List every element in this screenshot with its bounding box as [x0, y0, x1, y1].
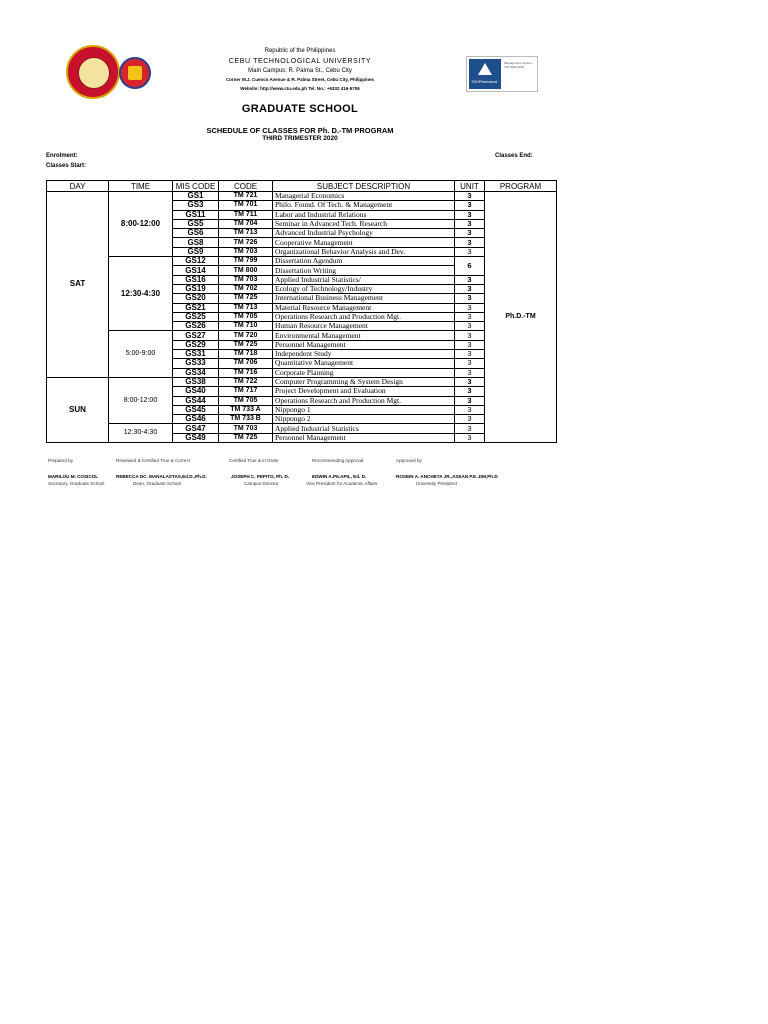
description-cell: Seminar in Advanced Tech. Research [273, 219, 455, 228]
code-cell: TM 720 [219, 331, 273, 340]
unit-cell: 3 [455, 294, 485, 303]
unit-cell: 3 [455, 284, 485, 293]
enrolment-label: Enrolment: [46, 153, 78, 159]
unit-cell: 3 [455, 331, 485, 340]
code-cell: TM 733 B [219, 415, 273, 424]
code-cell: TM 799 [219, 257, 273, 266]
column-header: DAY [47, 181, 109, 192]
time-cell: 5:00-9:00 [109, 331, 173, 377]
mis-code-cell: GS33 [173, 359, 219, 368]
mis-code-cell: GS25 [173, 312, 219, 321]
column-header: SUBJECT DESCRIPTION [273, 181, 455, 192]
code-cell: TM 725 [219, 294, 273, 303]
mis-code-cell: GS47 [173, 424, 219, 433]
classes-start-label: Classes Start: [46, 163, 87, 169]
description-cell: Advanced Industrial Psychology [273, 229, 455, 238]
address-line: Corner M.J. Cuenco Avenue & R. Palma Street, Cebu City, Philippines [225, 77, 375, 82]
description-cell: Managerial Economics [273, 192, 455, 201]
mis-code-cell: GS11 [173, 210, 219, 219]
description-cell: International Business Management [273, 294, 455, 303]
table-row [47, 331, 557, 340]
code-cell: TM 725 [219, 340, 273, 349]
time-cell: 8:00-12:00 [109, 377, 173, 423]
mis-code-cell: GS16 [173, 275, 219, 284]
description-cell: Organizational Behavior Analysis and Dev. [273, 247, 455, 256]
signatory-name: ROSEIN A. ANCHETA JR.,ASEAN P.E.,DM,Ph.D [396, 474, 498, 479]
signatory-name: REBECCA DC. MANALASTAS,Ed.D.,Ph.D. [116, 474, 207, 479]
signatory-title: Dean, Graduate School [133, 481, 182, 486]
table-row [47, 377, 557, 386]
unit-cell: 6 [455, 257, 485, 276]
mis-code-cell: GS3 [173, 201, 219, 210]
description-cell: Dissertation Agendum [273, 257, 455, 266]
code-cell: TM 722 [219, 377, 273, 386]
mis-code-cell: GS5 [173, 219, 219, 228]
description-cell: Personnel Management [273, 433, 455, 442]
description-cell: Project Development and Evaluation [273, 387, 455, 396]
code-cell: TM 800 [219, 266, 273, 275]
unit-cell: 3 [455, 424, 485, 433]
description-cell: Philo. Found. Of Tech. & Management [273, 201, 455, 210]
mis-code-cell: GS21 [173, 303, 219, 312]
mis-code-cell: GS40 [173, 387, 219, 396]
unit-cell: 3 [455, 377, 485, 386]
description-cell: Corporate Planning [273, 368, 455, 377]
column-header: UNIT [455, 181, 485, 192]
description-cell: Ecology of Technology/Industry [273, 284, 455, 293]
unit-cell: 3 [455, 303, 485, 312]
mis-code-cell: GS1 [173, 192, 219, 201]
unit-cell: 3 [455, 229, 485, 238]
description-cell: Applied Industrial Statistics [273, 424, 455, 433]
day-cell: SAT [47, 192, 109, 378]
mis-code-cell: GS19 [173, 284, 219, 293]
table-row [47, 257, 557, 266]
unit-cell: 3 [455, 312, 485, 321]
code-cell: TM 716 [219, 368, 273, 377]
mis-code-cell: GS31 [173, 350, 219, 359]
signatory-title: Secretary, Graduate School [48, 481, 105, 486]
role-label: Prepared by [48, 458, 74, 463]
column-header: MIS CODE [173, 181, 219, 192]
code-cell: TM 721 [219, 192, 273, 201]
role-label: Reviewed & Certified True & Correct [116, 458, 191, 463]
classes-end-label: Classes End: [495, 153, 533, 159]
contact-line: Website: http://www.ctu.edu.ph Tel. No.: +6332 416-5706 [240, 86, 360, 91]
description-cell: Nippongo 2 [273, 415, 455, 424]
signatory-title: Vice President for Academic Affairs [306, 481, 378, 486]
description-cell: Environmental Management [273, 331, 455, 340]
description-cell: Material Resource Management [273, 303, 455, 312]
mis-code-cell: GS26 [173, 322, 219, 331]
unit-cell: 3 [455, 368, 485, 377]
code-cell: TM 726 [219, 238, 273, 247]
time-cell: 12:30-4:30 [109, 424, 173, 443]
unit-cell: 3 [455, 433, 485, 442]
description-cell: Quantitative Management [273, 359, 455, 368]
description-cell: Dissertation Writing [273, 266, 455, 275]
role-label: Recommending Approval: [312, 458, 365, 463]
signatory-name: JOSEPH C. PEPITO, Ph. D. [231, 474, 290, 479]
tuv-certification-logo: TÜVRheinland Management System ISO 9001:2015 [466, 56, 538, 92]
signatory-name: MARILOU M. COSICOL [48, 474, 99, 479]
campus-line: Main Campus: R. Palma St., Cebu City [248, 68, 352, 74]
mis-code-cell: GS34 [173, 368, 219, 377]
column-header: CODE [219, 181, 273, 192]
role-label: Certified True & in Order [229, 458, 279, 463]
unit-cell: 3 [455, 275, 485, 284]
mis-code-cell: GS8 [173, 238, 219, 247]
description-cell: Cooperative Management [273, 238, 455, 247]
schedule-table [46, 180, 557, 443]
code-cell: TM 705 [219, 396, 273, 405]
mis-code-cell: GS38 [173, 377, 219, 386]
mis-code-cell: GS49 [173, 433, 219, 442]
code-cell: TM 717 [219, 387, 273, 396]
unit-cell: 3 [455, 219, 485, 228]
unit-cell: 3 [455, 247, 485, 256]
table-header-row [47, 181, 557, 192]
code-cell: TM 718 [219, 350, 273, 359]
time-cell: 8:00-12:00 [109, 192, 173, 257]
mis-code-cell: GS12 [173, 257, 219, 266]
mis-code-cell: GS6 [173, 229, 219, 238]
code-cell: TM 706 [219, 359, 273, 368]
column-header: TIME [109, 181, 173, 192]
description-cell: Operations Research and Production Mgt. [273, 396, 455, 405]
unit-cell: 3 [455, 387, 485, 396]
description-cell: Computer Programming & System Design [273, 377, 455, 386]
time-cell: 12:30-4:30 [109, 257, 173, 331]
unit-cell: 3 [455, 210, 485, 219]
code-cell: TM 703 [219, 275, 273, 284]
description-cell: Applied Industrial Statistics/ [273, 275, 455, 284]
unit-cell: 3 [455, 322, 485, 331]
term-label: THIRD TRIMESTER 2020 [262, 135, 338, 142]
code-cell: TM 704 [219, 219, 273, 228]
mis-code-cell: GS45 [173, 405, 219, 414]
code-cell: TM 702 [219, 284, 273, 293]
code-cell: TM 710 [219, 322, 273, 331]
mis-code-cell: GS27 [173, 331, 219, 340]
university-name: CEBU TECHNOLOGICAL UNIVERSITY [228, 58, 372, 65]
code-cell: TM 713 [219, 303, 273, 312]
school-title: GRADUATE SCHOOL [241, 103, 359, 115]
table-row [47, 424, 557, 433]
code-cell: TM 713 [219, 229, 273, 238]
unit-cell: 3 [455, 238, 485, 247]
mis-code-cell: GS44 [173, 396, 219, 405]
unit-cell: 3 [455, 340, 485, 349]
description-cell: Human Resource Management [273, 322, 455, 331]
code-cell: TM 711 [219, 210, 273, 219]
unit-cell: 3 [455, 192, 485, 201]
unit-cell: 3 [455, 201, 485, 210]
unit-cell: 3 [455, 359, 485, 368]
unit-cell: 3 [455, 350, 485, 359]
description-cell: Personnel Management [273, 340, 455, 349]
unit-cell: 3 [455, 396, 485, 405]
unit-cell: 3 [455, 415, 485, 424]
signatory-title: Campus Director [244, 481, 279, 486]
code-cell: TM 703 [219, 247, 273, 256]
mis-code-cell: GS46 [173, 415, 219, 424]
program-cell: Ph.D.-TM [485, 192, 557, 443]
code-cell: TM 701 [219, 201, 273, 210]
unit-cell: 3 [455, 405, 485, 414]
column-header: PROGRAM [485, 181, 557, 192]
code-cell: TM 725 [219, 433, 273, 442]
description-cell: Nippongo 1 [273, 405, 455, 414]
signatory-name: EDWIN A.PILAPIL, Ed. D. [312, 474, 367, 479]
code-cell: TM 705 [219, 312, 273, 321]
code-cell: TM 733 A [219, 405, 273, 414]
description-cell: Operations Research and Production Mgt. [273, 312, 455, 321]
mis-code-cell: GS14 [173, 266, 219, 275]
mis-code-cell: GS9 [173, 247, 219, 256]
table-row [47, 192, 557, 201]
day-cell: SUN [47, 377, 109, 442]
republic-line: Republic of the Philippines [264, 48, 336, 54]
description-cell: Labor and Industrial Relations [273, 210, 455, 219]
code-cell: TM 703 [219, 424, 273, 433]
mis-code-cell: GS29 [173, 340, 219, 349]
signatory-title: University President [416, 481, 457, 486]
schedule-title: SCHEDULE OF CLASSES FOR Ph. D.-TM PROGRAM [206, 126, 394, 135]
role-label: Approved by [396, 458, 422, 463]
description-cell: Independent Study [273, 350, 455, 359]
mis-code-cell: GS20 [173, 294, 219, 303]
